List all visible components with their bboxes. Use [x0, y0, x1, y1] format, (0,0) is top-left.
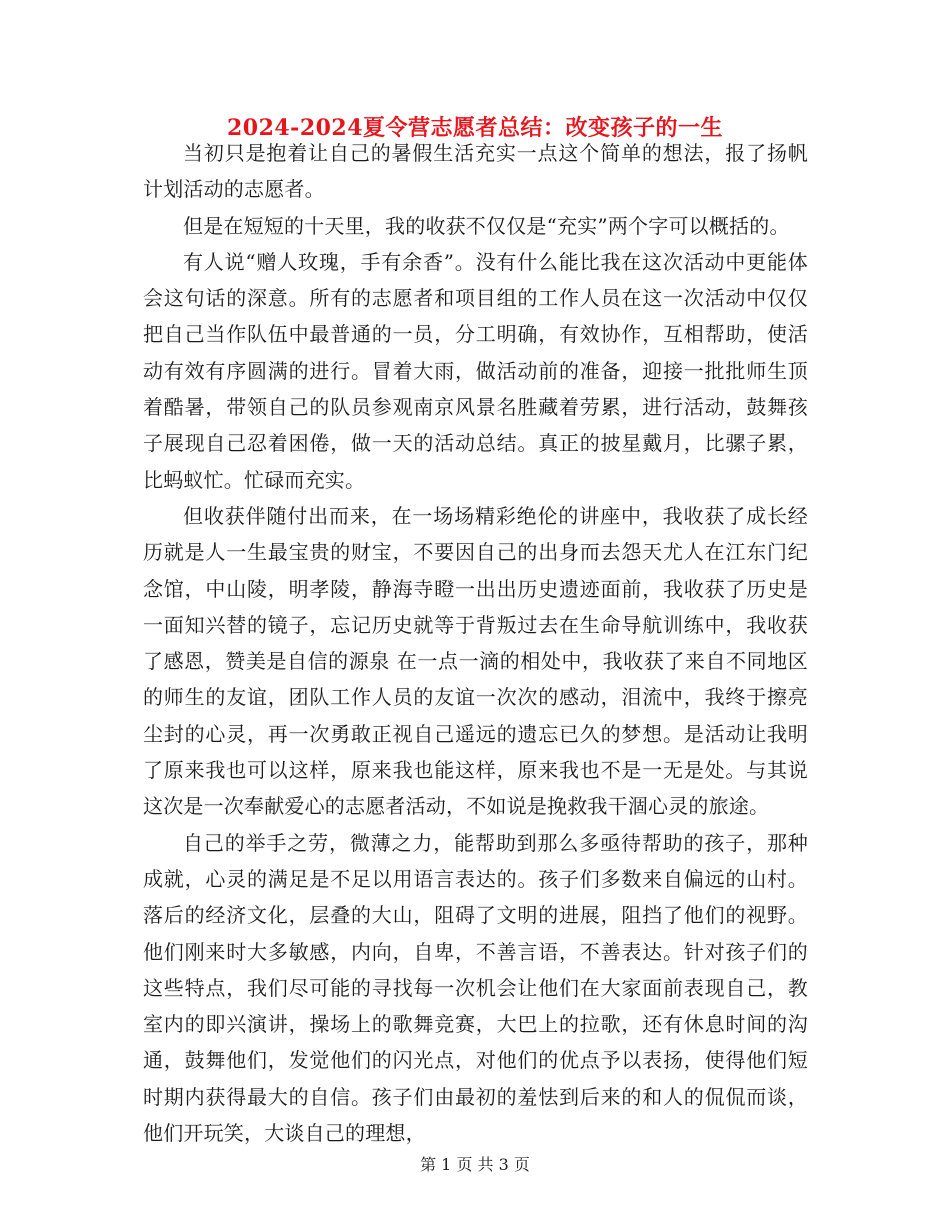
document-title: 2024-2024夏令营志愿者总结：改变孩子的一生	[226, 115, 724, 141]
page-footer: 第 1 页 共 3 页	[420, 1155, 530, 1174]
paragraph-5: 自己的举手之劳，微薄之力，能帮助到那么多亟待帮助的孩子，那种成就，心灵的满足是不足以用语言表达的。孩子们多数来自偏远的山村。落后的经济文化，层叠的大山，阻碍了文明的进展，阻挡了他们的视野。他们刚来时大多敏感，内向，自卑，不善言语，不善表达。针对孩子们的这些特点，我们尽可能的寻找每一次机会让他们在大家面前表现自己，教室内的即兴演讲，操场上的歌舞竞赛，大巴上的拉歌，还有休息时间的沟通，鼓舞他们，发觉他们的闪光点，对他们的优点予以表扬，使得他们短时期内获得最大的自信。孩子们由最初的羞怯到后来的和人的侃侃而谈，他们开玩笑，大谈自己的理想，	[143, 830, 808, 1146]
paragraph-4: 但收获伴随付出而来，在一场场精彩绝伦的讲座中，我收获了成长经历就是人一生最宝贵的财宝，不要因自己的出身而去怨天尤人在江东门纪念馆，中山陵，明孝陵，静海寺瞪一出出历史遗迹面前，我收获了历史是一面知兴替的镜子，忘记历史就等于背叛过去在生命导航训练中，我收获了感恩，赞美是自信的源泉 在一点一滴的相处中，我收获了来自不同地区的师生的友谊，团队工作人员的友谊一次次的感动，泪流中，我终于擦亮尘封的心灵，再一次勇敢正视自己遥远的遗忘已久的梦想。是活动让我明了原来我也可以这样，原来我也能这样，原来我也不是一无是处。与其说这次是一次奉献爱心的志愿者活动，不如说是挽救我干涸心灵的旅途。	[143, 503, 808, 819]
document-body	[143, 135, 808, 1151]
paragraph-3: 有人说“赠人玫瑰，手有余香”。没有什么能比我在这次活动中更能体会这句话的深意。所有的志愿者和项目组的工作人员在这一次活动中仅仅把自己当作队伍中最普通的一员，分工明确，有效协作，互相帮助，使活动有效有序圆满的进行。冒着大雨，做活动前的准备，迎接一批批师生顶着酷暑，带领自己的队员参观南京风景名胜藏着劳累，进行活动，鼓舞孩子展现自己忍着困倦，做一天的活动总结。真正的披星戴月，比骡子累，比蚂蚁忙。忙碌而充实。	[143, 249, 808, 492]
paragraph-2: 但是在短短的十天里，我的收获不仅仅是“充实”两个字可以概括的。	[183, 213, 790, 238]
paragraph-1: 当初只是抱着让自己的暑假生活充实一点这个简单的想法，报了扬帆计划活动的志愿者。	[143, 141, 808, 202]
